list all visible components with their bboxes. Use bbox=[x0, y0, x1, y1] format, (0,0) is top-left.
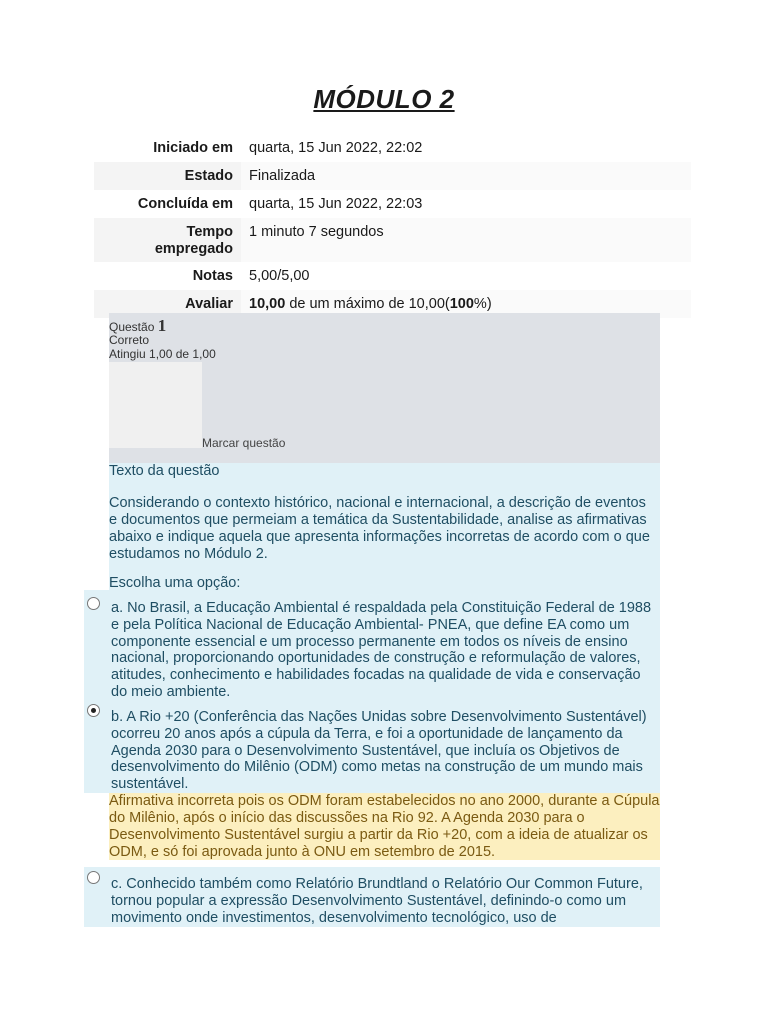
option-a-radio[interactable] bbox=[87, 597, 100, 610]
summary-label: Notas bbox=[192, 268, 233, 284]
summary-row-marks bbox=[94, 262, 691, 290]
question-text-header: Texto da questão bbox=[109, 463, 220, 479]
summary-label: Iniciado em bbox=[153, 140, 233, 156]
attempt-summary-table bbox=[94, 134, 691, 318]
page-title: MÓDULO 2 bbox=[313, 84, 455, 114]
summary-row-completed bbox=[94, 190, 691, 218]
option-a-label[interactable]: a. No Brasil, a Educação Ambiental é respaldada pela Constituição Federal de 1988 e pela Política Nacional de Educação Ambiental- PNEA, que define EA como um componente essencial e um processo permanente em todos os níveis de ensino nacional, proporcionando oportunidades de construção e reformulação de valores, atitudes, conhecimento e habilidades focadas na qualidade de vida e conservação do meio ambiente. bbox=[111, 600, 652, 700]
question-grade: Atingiu 1,00 de 1,00 bbox=[109, 347, 216, 361]
grade-text-end: %) bbox=[473, 296, 492, 312]
grade-percent: 100 bbox=[449, 296, 474, 312]
answer-area-strip bbox=[84, 590, 109, 793]
choose-option-prompt: Escolha uma opção: bbox=[109, 575, 241, 591]
summary-label: Concluída em bbox=[137, 196, 233, 212]
summary-value: 5,00/5,00 bbox=[249, 268, 310, 284]
summary-label: Estado bbox=[184, 168, 233, 184]
option-b-label[interactable]: b. A Rio +20 (Conferência das Nações Unidas sobre Desenvolvimento Sustentável) ocorreu 20 anos após a cúpula da Terra, e foi a oportunidade de lançamento da Agenda 2030 para o Desenvolvimento Sustentável, que incluía os Objetivos de desenvolvimento do Milênio (ODM) como metas na construção de um mundo mais sustentável. bbox=[111, 709, 647, 793]
grade-text: de um máximo de 10,00( bbox=[285, 296, 450, 312]
summary-row-state bbox=[94, 162, 691, 190]
option-b-radio[interactable] bbox=[87, 704, 100, 717]
summary-value: quarta, 15 Jun 2022, 22:02 bbox=[249, 140, 423, 156]
summary-value: 1 minuto 7 segundos bbox=[241, 218, 691, 262]
summary-row-time-taken bbox=[94, 218, 691, 262]
summary-label: Tempo empregado bbox=[154, 224, 233, 257]
question-info-panel bbox=[109, 313, 660, 463]
answer-feedback: Afirmativa incorreta pois os ODM foram estabelecidos no ano 2000, durante a Cúpula do Milênio, após o início das discussões na Rio 92. A Agenda 2030 para o Desenvolvimento Sustentável surgiu a partir da Rio +20, com a ideia de atualizar os ODM, e só foi aprovada junto à ONU em setembro de 2015. bbox=[109, 793, 660, 860]
question-number-value: 1 bbox=[157, 316, 167, 335]
summary-label: Avaliar bbox=[185, 296, 233, 312]
option-c-label[interactable]: c. Conhecido também como Relatório Brundtland o Relatório Our Common Future, tornou popular a expressão Desenvolvimento Sustentável, definindo-o como um movimento onde investimentos, desenvolvimento tecnológico, uso de bbox=[111, 876, 643, 926]
question-body: Considerando o contexto histórico, nacional e internacional, a descrição de eventos e documentos que permeiam a temática da Sustentabilidade, analise as afirmativas abaixo e indique aquela que apresenta informações incorretas de acordo com o que estudamos no Módulo 2. bbox=[109, 495, 650, 562]
grade-score: 10,00 bbox=[249, 296, 286, 312]
summary-value: quarta, 15 Jun 2022, 22:03 bbox=[249, 196, 423, 212]
option-c-radio[interactable] bbox=[87, 871, 100, 884]
flag-question-placeholder[interactable] bbox=[109, 362, 202, 448]
question-state: Correto bbox=[109, 333, 150, 347]
summary-value: Finalizada bbox=[241, 162, 691, 190]
flag-question-link[interactable]: Marcar questão bbox=[202, 436, 286, 450]
question-number-prefix: Questão bbox=[109, 320, 158, 334]
summary-row-started bbox=[94, 134, 691, 162]
